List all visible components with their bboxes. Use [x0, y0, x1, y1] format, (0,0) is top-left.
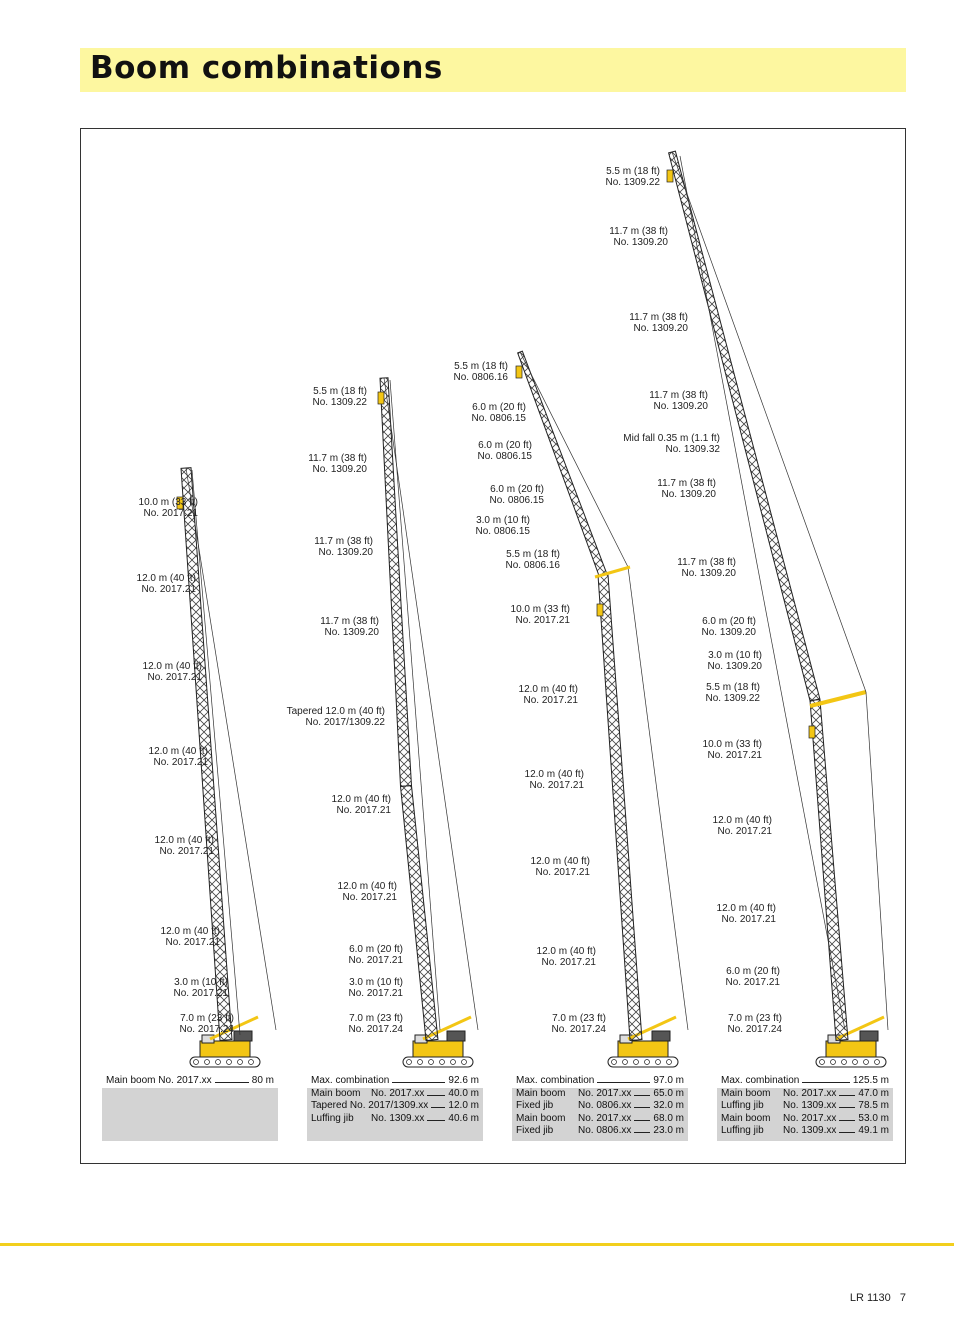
segment-part-number: No. 2017.21 [523, 695, 578, 706]
crane1-segment-label [174, 977, 229, 999]
leader-line [634, 1120, 650, 1121]
crane3-base-roller [645, 1060, 650, 1065]
leader-line [431, 1107, 445, 1108]
segment-length: 10.0 m (33 ft) [702, 739, 762, 750]
crane4-base-roller [853, 1060, 858, 1065]
segment-part-number: No. 2017.21 [707, 750, 762, 761]
crane3-segment-label [454, 361, 509, 383]
crane2-base-roller [440, 1060, 445, 1065]
spec-part: No. 2017.xx [371, 1087, 425, 1099]
spec-value: 53.0 m [858, 1112, 889, 1124]
crane2-base-counterweight [447, 1031, 465, 1041]
segment-length: 10.0 m (33 ft) [138, 497, 198, 508]
crane3-main-boom [598, 575, 642, 1041]
crane4-hook [667, 170, 673, 182]
segment-part-number: No. 1309.20 [681, 568, 736, 579]
spec-value: 12.0 m [448, 1100, 479, 1111]
spec-value: 32.0 m [653, 1100, 684, 1111]
segment-length: 12.0 m (40 ft) [530, 856, 590, 867]
crane2-base-roller [429, 1060, 434, 1065]
crane4-jib-stay [672, 152, 866, 692]
footer-rule [0, 1243, 954, 1246]
leader-line [634, 1107, 650, 1108]
spec-row [512, 1125, 688, 1138]
segment-length: 5.5 m (18 ft) [313, 386, 367, 397]
spec-key: Main boom [721, 1087, 771, 1099]
crane3-base-roller [656, 1060, 661, 1065]
spec-value: 80 m [251, 1075, 274, 1086]
crane3-segment-label [525, 769, 584, 791]
spec-part: No. 1309.xx [371, 1112, 425, 1124]
crane2-hook [378, 392, 384, 404]
segment-part-number: No. 2017.21 [153, 757, 208, 768]
crane4-segment-label [623, 433, 720, 455]
crane2-segment-label [349, 944, 404, 966]
segment-length: 11.7 m (38 ft) [609, 226, 668, 237]
crane3-segment-label [552, 1013, 607, 1035]
segment-part-number: No. 0806.15 [475, 526, 530, 537]
spec-key: Luffing jib [721, 1100, 764, 1111]
segment-length: 6.0 m (20 ft) [726, 966, 780, 977]
crane2-segment-label [332, 794, 391, 816]
spec-key: Max. combination [311, 1075, 390, 1086]
segment-part-number: No. 2017.21 [342, 892, 397, 903]
segment-length: 6.0 m (20 ft) [472, 402, 526, 413]
crane4-base-counterweight [860, 1031, 878, 1041]
segment-length: 7.0 m (23 ft) [552, 1013, 606, 1024]
segment-part-number: No. 2017.24 [179, 1024, 234, 1035]
spec-row [512, 1075, 688, 1088]
spec-key: Main boom [721, 1112, 771, 1124]
segment-length: 7.0 m (23 ft) [180, 1013, 234, 1024]
crane4-segment-label [649, 390, 708, 412]
crane1-base-roller [205, 1060, 210, 1065]
spec-key: Luffing jib [311, 1112, 354, 1124]
leader-line [427, 1120, 445, 1121]
segment-part-number: No. 1309.20 [653, 401, 708, 412]
spec-row [512, 1088, 688, 1101]
spec-value: 65.0 m [653, 1087, 684, 1099]
crane2-base-roller [407, 1060, 412, 1065]
spec-value: 40.0 m [448, 1087, 479, 1099]
segment-length: 11.7 m (38 ft) [629, 312, 688, 323]
crane2-base-roller [462, 1060, 467, 1065]
crane1-spec-box [102, 1075, 278, 1141]
segment-part-number: No. 2017.21 [535, 867, 590, 878]
spec-key: Max. combination [516, 1075, 595, 1086]
spec-value: 78.5 m [858, 1100, 889, 1111]
segment-part-number: No. 2017.21 [147, 672, 202, 683]
crane3-segment-label [478, 440, 533, 462]
crane2-segment-label [349, 1013, 404, 1035]
crane1-base-roller [238, 1060, 243, 1065]
crane2-segment-label [287, 706, 385, 728]
spec-key: Fixed jib [516, 1100, 554, 1111]
segment-length: 6.0 m (20 ft) [702, 616, 756, 627]
crane3-base-roller [623, 1060, 628, 1065]
crane1-base-roller [194, 1060, 199, 1065]
spec-key: Main boom No. 2017.xx [106, 1075, 212, 1086]
leader-line [839, 1095, 855, 1096]
segment-length: 12.0 m (40 ft) [536, 946, 596, 957]
segment-length: 3.0 m (10 ft) [476, 515, 530, 526]
segment-length: 5.5 m (18 ft) [606, 166, 660, 177]
segment-part-number: No. 2017.21 [143, 508, 198, 519]
segment-part-number: No. 2017.21 [717, 826, 772, 837]
segment-part-number: No. 1309.32 [665, 444, 720, 455]
segment-length: 12.0 m (40 ft) [136, 573, 196, 584]
segment-part-number: No. 1309.20 [318, 547, 373, 558]
spec-row [512, 1113, 688, 1126]
crane3-fixed-jib [518, 351, 607, 576]
segment-length: Mid fall 0.35 m (1.1 ft) [623, 433, 720, 444]
segment-part-number: No. 2017.24 [551, 1024, 606, 1035]
crane1-segment-label [155, 835, 214, 857]
crane1-segment-label [161, 926, 220, 948]
segment-part-number: No. 1309.22 [705, 693, 760, 704]
page-title: Boom combinations [90, 50, 443, 86]
segment-part-number: No. 1309.20 [312, 464, 367, 475]
segment-length: 12.0 m (40 ft) [331, 794, 391, 805]
crane3-segment-label [490, 484, 545, 506]
segment-part-number: No. 2017.21 [165, 937, 220, 948]
spec-row [512, 1100, 688, 1113]
crane2-spec-box [307, 1075, 483, 1141]
spec-row [717, 1100, 893, 1113]
segment-part-number: No. 2017.24 [348, 1024, 403, 1035]
spec-part: No. 2017.xx [578, 1087, 632, 1099]
crane4-hoist-rope [680, 156, 845, 1030]
spec-row [307, 1100, 483, 1113]
crane3-base-roller [667, 1060, 672, 1065]
segment-length: 12.0 m (40 ft) [142, 661, 202, 672]
segment-part-number: No. 2017.21 [529, 780, 584, 791]
page-footer [850, 1292, 906, 1304]
crane4-segment-label [703, 739, 762, 761]
spec-value: 40.6 m [448, 1112, 479, 1124]
spec-part: No. 0806.xx [578, 1125, 632, 1136]
segment-part-number: No. 2017.21 [348, 988, 403, 999]
segment-part-number: No. 0806.15 [477, 451, 532, 462]
crane3-segment-label [537, 946, 596, 968]
crane3-base-roller [634, 1060, 639, 1065]
crane4-main-boom [810, 700, 848, 1041]
crane2-segment-label [320, 616, 379, 638]
segment-part-number: No. 1309.20 [613, 237, 668, 248]
crane3-aux-hook [597, 604, 603, 616]
segment-length: 5.5 m (18 ft) [506, 549, 560, 560]
spec-part: No. 0806.xx [578, 1100, 632, 1111]
crane2-base-roller [418, 1060, 423, 1065]
segment-length: 3.0 m (10 ft) [349, 977, 403, 988]
segment-part-number: No. 1309.22 [605, 177, 660, 188]
segment-length: 3.0 m (10 ft) [174, 977, 228, 988]
segment-length: 12.0 m (40 ft) [518, 684, 578, 695]
spec-key: Tapered No. 2017/1309.xx [311, 1100, 429, 1111]
segment-part-number: No. 0806.15 [471, 413, 526, 424]
leader-line [215, 1082, 249, 1083]
spec-value: 49.1 m [858, 1125, 889, 1136]
segment-length: 6.0 m (20 ft) [349, 944, 403, 955]
crane3-base-counterweight [652, 1031, 670, 1041]
spec-row [307, 1075, 483, 1088]
crane4-back-stay [866, 692, 888, 1030]
crane3-spec-box [512, 1075, 688, 1141]
segment-length: 11.7 m (38 ft) [649, 390, 708, 401]
crane2-segment-label [338, 881, 397, 903]
leader-line [839, 1132, 855, 1133]
spec-key: Main boom [516, 1112, 566, 1124]
crane4-segment-label [728, 1013, 783, 1035]
segment-length: 12.0 m (40 ft) [160, 926, 220, 937]
spec-key: Main boom [311, 1087, 361, 1099]
crane4-segment-label [677, 557, 736, 579]
crane1-base-roller [249, 1060, 254, 1065]
crane1-base-roller [216, 1060, 221, 1065]
segment-length: 12.0 m (40 ft) [716, 903, 776, 914]
crane3-base-roller [612, 1060, 617, 1065]
segment-part-number: No. 1309.20 [707, 661, 762, 672]
crane3-segment-label [531, 856, 590, 878]
segment-part-number: No. 2017/1309.22 [305, 717, 385, 728]
spec-part: No. 1309.xx [783, 1125, 837, 1136]
segment-length: 11.7 m (38 ft) [657, 478, 716, 489]
segment-length: 5.5 m (18 ft) [454, 361, 508, 372]
spec-value: 92.6 m [448, 1075, 479, 1086]
segment-part-number: No. 1309.20 [633, 323, 688, 334]
crane4-segment-label [713, 815, 772, 837]
crane4-base-roller [831, 1060, 836, 1065]
crane4-segment-label [609, 226, 668, 248]
segment-part-number: No. 2017.21 [348, 955, 403, 966]
segment-part-number: No. 2017.21 [159, 846, 214, 857]
crane4-spec-box [717, 1075, 893, 1141]
segment-length: 12.0 m (40 ft) [154, 835, 214, 846]
segment-part-number: No. 1309.20 [701, 627, 756, 638]
spec-value: 23.0 m [653, 1125, 684, 1136]
segment-part-number: No. 2017.21 [515, 615, 570, 626]
segment-length: 12.0 m (40 ft) [337, 881, 397, 892]
crane1-base-counterweight [234, 1031, 252, 1041]
segment-part-number: No. 2017.21 [541, 957, 596, 968]
segment-part-number: No. 1309.22 [312, 397, 367, 408]
spec-part: No. 1309.xx [783, 1100, 837, 1111]
crane4-segment-label [702, 616, 757, 638]
spec-row [717, 1075, 893, 1088]
spec-row [307, 1113, 483, 1126]
crane2-segment-label [349, 977, 404, 999]
crane2-segment-label [308, 453, 367, 475]
segment-length: 11.7 m (38 ft) [308, 453, 367, 464]
leader-line [634, 1132, 650, 1133]
crane2-segment-label [313, 386, 368, 408]
spec-key: Main boom [516, 1087, 566, 1099]
segment-part-number: No. 1309.20 [661, 489, 716, 500]
segment-length: 7.0 m (23 ft) [349, 1013, 403, 1024]
segment-length: 12.0 m (40 ft) [148, 746, 208, 757]
leader-line [427, 1095, 445, 1096]
segment-length: 6.0 m (20 ft) [490, 484, 544, 495]
crane4-segment-label [606, 166, 661, 188]
crane4-segment-label [629, 312, 688, 334]
crane1-segment-label [139, 497, 198, 519]
crane1-segment-label [137, 573, 196, 595]
spec-row [717, 1113, 893, 1126]
crane1-segment-label [180, 1013, 235, 1035]
crane3-segment-label [476, 515, 531, 537]
crane4-segment-label [657, 478, 716, 500]
spec-key: Max. combination [721, 1075, 800, 1086]
segment-length: 10.0 m (33 ft) [510, 604, 570, 615]
leader-line [634, 1095, 650, 1096]
segment-part-number: No. 2017.21 [173, 988, 228, 999]
crane4-segment-label [726, 966, 781, 988]
crane4-base-roller [864, 1060, 869, 1065]
spec-key: Fixed jib [516, 1125, 554, 1136]
crane4-segment-label [706, 682, 761, 704]
segment-part-number: No. 2017.24 [727, 1024, 782, 1035]
crane3-back-stay [628, 567, 688, 1030]
segment-length: 11.7 m (38 ft) [677, 557, 736, 568]
page-number: 7 [899, 1292, 906, 1304]
crane4-base-roller [820, 1060, 825, 1065]
segment-part-number: No. 2017.21 [141, 584, 196, 595]
leader-line [839, 1107, 855, 1108]
spec-row [717, 1088, 893, 1101]
segment-length: 11.7 m (38 ft) [314, 536, 373, 547]
crane2-main-boom [401, 785, 438, 1040]
crane4-base-roller [875, 1060, 880, 1065]
spec-value: 47.0 m [858, 1087, 889, 1099]
spec-part: No. 2017.xx [783, 1087, 837, 1099]
crane3-segment-label [511, 604, 570, 626]
segment-length: 5.5 m (18 ft) [706, 682, 760, 693]
crane4-segment-label [708, 650, 763, 672]
crane4-aux-hook [809, 726, 815, 738]
segment-part-number: No. 2017.21 [721, 914, 776, 925]
spec-value: 97.0 m [653, 1075, 684, 1086]
segment-part-number: No. 2017.21 [336, 805, 391, 816]
crane4-base-roller [842, 1060, 847, 1065]
crane2-segment-label [314, 536, 373, 558]
segment-part-number: No. 0806.15 [489, 495, 544, 506]
spec-part: No. 2017.xx [578, 1112, 632, 1124]
crane2-base-roller [451, 1060, 456, 1065]
crane3-jib-stay [520, 352, 628, 567]
spec-value: 68.0 m [653, 1112, 684, 1124]
segment-part-number: No. 1309.20 [324, 627, 379, 638]
crane1-segment-label [143, 661, 202, 683]
segment-part-number: No. 2017.21 [725, 977, 780, 988]
segment-length: 3.0 m (10 ft) [708, 650, 762, 661]
segment-part-number: No. 0806.16 [453, 372, 508, 383]
crane3-segment-label [506, 549, 561, 571]
spec-row [307, 1088, 483, 1101]
crane3-segment-label [472, 402, 527, 424]
spec-key: Luffing jib [721, 1125, 764, 1136]
spec-value: 125.5 m [852, 1075, 889, 1086]
crane1-segment-label [149, 746, 208, 768]
segment-length: 7.0 m (23 ft) [728, 1013, 782, 1024]
leader-line [802, 1082, 850, 1083]
crane1-base-roller [227, 1060, 232, 1065]
segment-part-number: No. 0806.16 [505, 560, 560, 571]
crane4-segment-label [717, 903, 776, 925]
leader-line [839, 1120, 855, 1121]
crane3-hook [516, 366, 522, 378]
leader-line [392, 1082, 445, 1083]
segment-length: 12.0 m (40 ft) [712, 815, 772, 826]
segment-length: 6.0 m (20 ft) [478, 440, 532, 451]
segment-length: Tapered 12.0 m (40 ft) [286, 706, 385, 717]
segment-length: 12.0 m (40 ft) [524, 769, 584, 780]
leader-line [597, 1082, 650, 1083]
model-name: LR 1130 [849, 1292, 891, 1304]
spec-row [717, 1125, 893, 1138]
crane3-segment-label [519, 684, 578, 706]
segment-length: 11.7 m (38 ft) [320, 616, 379, 627]
spec-row [102, 1075, 278, 1088]
spec-part: No. 2017.xx [783, 1112, 837, 1124]
